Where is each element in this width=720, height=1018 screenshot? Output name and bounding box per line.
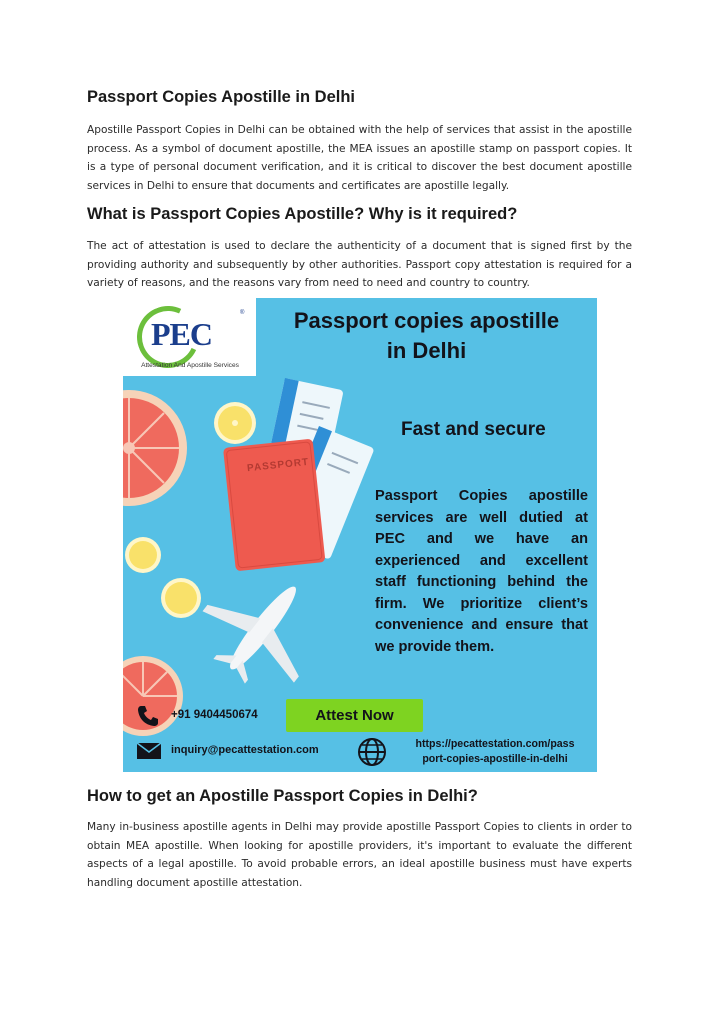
logo-subtitle: Attestation And Apostille Services (141, 362, 239, 369)
paragraph-line: providing authority and subsequently by other authorities. Passport copy attestation is required for a (87, 258, 632, 271)
airplane-icon (183, 551, 340, 707)
website-url-line: port-copies-apostille-in-delhi (422, 753, 568, 765)
paragraph-line: process. As a symbol of document apostille, the MEA issues an apostille stamp on passport copies. It (87, 142, 632, 155)
website-url-line: https://pecattestation.com/pass (415, 738, 575, 750)
paragraph-how-to (87, 818, 632, 892)
mail-icon (136, 742, 162, 760)
contact-email: inquiry@pecattestation.com (171, 744, 319, 756)
banner-title-line: Passport copies apostille (293, 308, 560, 333)
paragraph-line: variety of reasons, and the reasons vary from need to need and country to country. (87, 277, 530, 289)
contact-phone: +91 9404450674 (171, 709, 258, 721)
passport-icon (223, 439, 325, 572)
attest-now-button[interactable]: Attest Now (286, 699, 423, 732)
heading-how-to-get: How to get an Apostille Passport Copies in Delhi? (87, 787, 478, 805)
pec-logo (123, 298, 256, 376)
banner-title-line: in Delhi (386, 338, 467, 363)
paragraph-line: Apostille Passport Copies in Delhi can be obtained with the help of services that assist in the apostille (87, 124, 632, 136)
logo-registered-mark: ® (240, 310, 245, 316)
paragraph-line: handling document apostille attestation. (87, 876, 303, 889)
phone-icon (136, 704, 160, 728)
paragraph-intro (87, 121, 632, 195)
paragraph-what-is (87, 237, 632, 293)
banner-tagline: Fast and secure (401, 419, 546, 440)
passport-label: PASSPORT (246, 456, 310, 475)
lemon-slice-icon (161, 578, 201, 618)
heading-passport-copies-apostille: Passport Copies Apostille in Delhi (87, 88, 356, 106)
grapefruit-slice-icon (123, 390, 187, 506)
paragraph-line: aspects of a legal apostille. To avoid probable errors, an ideal apostille business must have experts (87, 858, 632, 870)
lemon-slice-icon (125, 537, 161, 573)
logo-text: PEC (151, 316, 212, 352)
paragraph-line: The act of attestation is used to declare the authenticity of a document that is signed first by the (87, 240, 632, 252)
globe-icon (357, 737, 387, 767)
lemon-slice-icon (214, 402, 256, 444)
website-url (395, 737, 595, 767)
paragraph-line: services in Delhi to ensure that documents and certificates are apostille legally. (87, 179, 510, 192)
banner-title (256, 306, 597, 366)
promo-banner-image (123, 298, 597, 772)
heading-what-is-apostille: What is Passport Copies Apostille? Why is it required? (87, 205, 518, 223)
paragraph-line: obtain MEA apostille. When looking for apostille providers, it's important to evaluate the different (87, 839, 632, 852)
paragraph-line: is a type of personal document verification, and it is critical to discover the best document apostille (87, 161, 632, 173)
banner-description: Passport Copies apostille services are well dutied at PEC and we have an experienced and excellent staff functioning behind the firm. We prioritize client’s convenience and ensure that we provide them. (375, 488, 588, 655)
paragraph-line: Many in-business apostille agents in Delhi may provide apostille Passport Copies to clients in order to (87, 821, 632, 833)
